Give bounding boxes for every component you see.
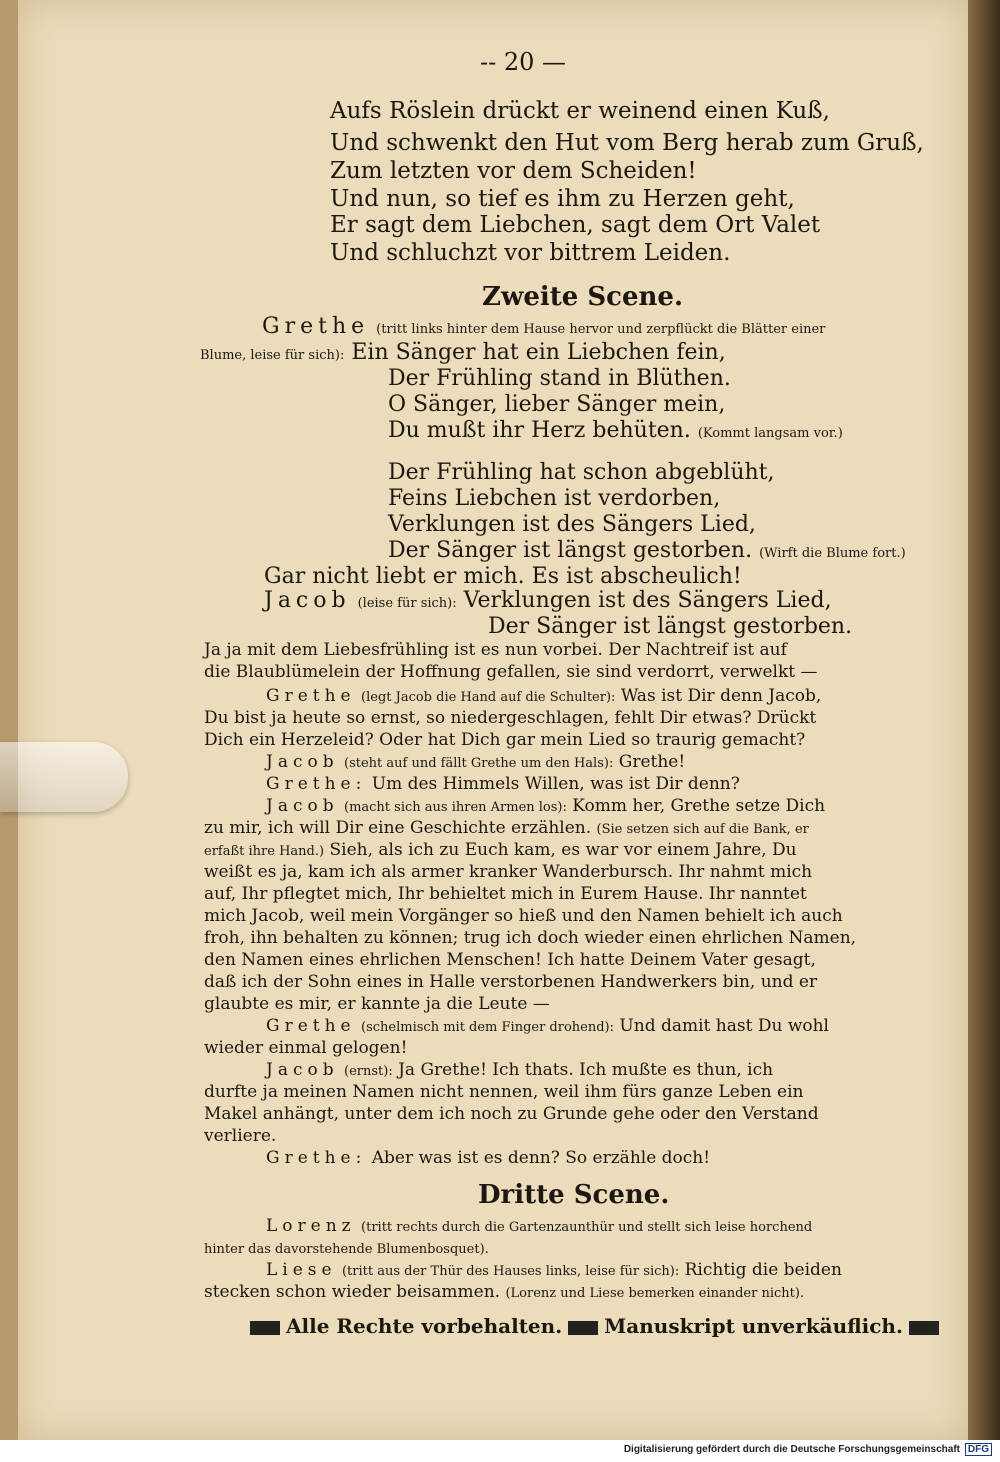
verse-line: Feins Liebchen ist verdorben, [388,486,721,511]
stage-direction: (tritt links hinter dem Hause hervor und zerpflückt die Blätter einer [376,322,826,337]
poem-line: Aufs Röslein drückt er weinend einen Kuß, [330,98,830,124]
prose-line: Ja ja mit dem Liebesfrühling ist es nun vorbei. Der Nachtreif ist auf [204,640,787,660]
dialogue-text: Sieh, als ich zu Euch kam, es war vor einem Jahre, Du [329,840,797,860]
digitization-credit: Digitalisierung gefördert durch die Deutsche Forschungsgemeinschaft [623,1444,960,1455]
dialogue-line: Gar nicht liebt er mich. Es ist abscheulich! [264,564,742,589]
dialogue-line [264,588,832,613]
dialogue-line [266,1016,829,1036]
pointing-hand-icon [909,1321,939,1335]
prose-line: Makel anhängt, unter dem ich noch zu Grunde gehe oder den Verstand [204,1104,819,1124]
verse-line: Der Sänger ist längst gestorben. [488,614,853,639]
dialogue-text: Und damit hast Du wohl [619,1016,829,1036]
dialogue-line [266,774,740,794]
verse-line: Verklungen ist des Sängers Lied, [388,512,756,537]
prose-line [204,818,809,838]
speaker-name: Grethe: [266,1148,367,1168]
prose-line: froh, ihn behalten zu können; trug ich doch wieder einen ehrlichen Namen, [204,928,857,948]
dialogue-text: Grethe! [618,752,686,772]
viewer-footer [0,1440,1000,1462]
dialogue-text: Komm her, Grethe setze Dich [572,796,826,816]
prose-line: daß ich der Sohn eines in Halle verstorbenen Handwerkers bin, und er [204,972,818,992]
prose-line: weißt es ja, kam ich als armer kranker Wanderbursch. Ihr nahmt mich [204,862,813,882]
prose-line: glaubte es mir, er kannte ja die Leute — [204,994,550,1014]
speaker-name: Jacob [264,588,351,613]
speaker-name: Liese [266,1260,337,1280]
pointing-hand-icon [568,1321,598,1335]
book-spine [0,0,18,1440]
dialogue-line [266,1216,812,1236]
verse-line: Du mußt ihr Herz behüten. [388,418,691,443]
poem-line: Und schwenkt den Hut vom Berg herab zum Gruß, [330,130,924,156]
verse-line: Der Sänger ist längst gestorben. [388,538,753,563]
dialogue-line [266,752,685,772]
speaker-name: Grethe: [266,774,367,794]
dialogue-line [200,340,726,365]
prose-line [204,1238,489,1258]
stage-direction: (tritt rechts durch die Gartenzaunthür und stellt sich leise horchend [361,1220,813,1235]
dialogue-line [266,686,821,706]
stage-direction: hinter das davorstehende Blumenbosquet). [204,1242,489,1257]
page-number: -- 20 — [480,48,567,76]
dialogue-line [266,1260,842,1280]
verse-line: Ein Sänger hat ein Liebchen fein, [351,340,726,365]
prose-line: auf, Ihr pflegtet mich, Ihr behieltet mich in Eurem Hause. Ihr nanntet [204,884,807,904]
verse-line: O Sänger, lieber Sänger mein, [388,392,726,417]
speaker-name: Grethe [262,314,370,339]
pointing-hand-icon [250,1321,280,1335]
stage-direction: (legt Jacob die Hand auf die Schulter): [361,690,616,705]
rights-notice [244,1314,945,1338]
prose-line: mich Jacob, weil mein Vorgänger so hieß und den Namen behielt ich auch [204,906,843,926]
verse-line: Der Frühling stand in Blüthen. [388,366,731,391]
stage-direction: (tritt aus der Thür des Hauses links, leise für sich): [341,1264,680,1279]
prose-line: den Namen eines ehrlichen Menschen! Ich hatte Deinem Vater gesagt, [204,950,816,970]
prose-line: die Blaublümelein der Hoffnung gefallen, sie sind verdorrt, verwelkt — [204,662,818,682]
poem-line: Er sagt dem Liebchen, sagt dem Ort Valet [330,212,821,238]
prose-line [204,840,797,860]
poem-line: Und nun, so tief es ihm zu Herzen geht, [330,186,795,212]
scene-heading: Zweite Scene. [482,282,684,312]
stage-direction: Blume, leise für sich): [200,348,345,363]
verse-line: Verklungen ist des Sängers Lied, [463,588,832,613]
prose-line: Dich ein Herzeleid? Oder hat Dich gar mein Lied so traurig gemacht? [204,730,806,750]
stage-direction: (Sie setzen sich auf die Bank, er [596,822,809,837]
dialogue-text: stecken schon wieder beisammen. [204,1282,501,1302]
dialogue-line [388,418,843,443]
stage-direction: (Wirft die Blume fort.) [759,546,906,561]
speaker-name: Grethe [266,686,356,706]
speaker-name: Jacob [266,796,339,816]
prose-line: durfte ja meinen Namen nicht nennen, weil ihm fürs ganze Leben ein [204,1082,804,1102]
dialogue-text: Aber was ist es denn? So erzähle doch! [371,1148,711,1168]
stage-direction: erfaßt ihre Hand.) [204,844,325,859]
poem-line: Zum letzten vor dem Scheiden! [330,158,697,184]
stage-direction: (schelmisch mit dem Finger drohend): [361,1020,615,1035]
speaker-name: Lorenz [266,1216,356,1236]
prose-line: verliere. [204,1126,277,1146]
prose-line [204,1282,804,1302]
stage-direction: (ernst): [344,1064,393,1079]
dialogue-line [262,314,825,339]
dialogue-line [388,538,906,563]
page-edge [968,0,1000,1440]
dialogue-line [266,796,825,816]
speaker-name: Grethe [266,1016,356,1036]
verse-line: Der Frühling hat schon abgeblüht, [388,460,775,485]
poem-line: Und schluchzt vor bittrem Leiden. [330,240,731,266]
stage-direction: (steht auf und fällt Grethe um den Hals): [344,756,614,771]
rights-text: Alle Rechte vorbehalten. [286,1314,563,1338]
dfg-logo: DFG [965,1443,992,1456]
stage-direction: (leise für sich): [357,596,457,611]
speaker-name: Jacob [266,1060,339,1080]
dialogue-line [266,1148,710,1168]
dialogue-text: Um des Himmels Willen, was ist Dir denn? [371,774,740,794]
stage-direction: (Kommt langsam vor.) [697,426,843,441]
dialogue-text: Richtig die beiden [684,1260,842,1280]
prose-line: wieder einmal gelogen! [204,1038,408,1058]
manuscript-text: Manuskript unverkäuflich. [604,1314,903,1338]
page-clip [0,742,128,812]
prose-line: Du bist ja heute so ernst, so niedergeschlagen, fehlt Dir etwas? Drückt [204,708,817,728]
stage-direction: (macht sich aus ihren Armen los): [344,800,567,815]
speaker-name: Jacob [266,752,339,772]
stage-direction: (Lorenz und Liese bemerken einander nicht). [505,1286,805,1301]
dialogue-text: Was ist Dir denn Jacob, [620,686,822,706]
dialogue-line [266,1060,773,1080]
dialogue-text: zu mir, ich will Dir eine Geschichte erzählen. [204,818,592,838]
dialogue-text: Ja Grethe! Ich thats. Ich mußte es thun, ich [398,1060,774,1080]
scene-heading: Dritte Scene. [478,1180,670,1210]
